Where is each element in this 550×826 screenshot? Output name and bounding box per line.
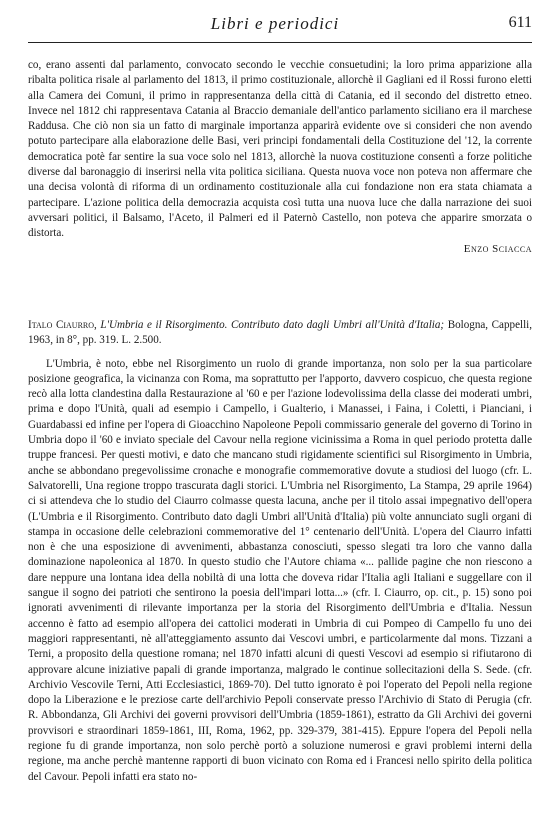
review-two (28, 318, 532, 785)
running-head-title: Libri e periodici (210, 14, 340, 33)
review-one-body: co, erano assenti dal parlamento, convocato secondo le vecchie consuetudini; la loro prima apparizione alla ribalta politica risale al parlamento del 1813, il primo costituzionale, allorchè il Gagliani ed il Rossi furono eletti alla Camera dei Comuni, il primo in rappresentanza della città di Catania, ed il secondo del distretto etneo. Invece nel 1812 chi rappresentava Catania al Braccio demaniale dell'antico parlamento siciliano era il marchese Raddusa. Che ciò non sia un fatto di marginale importanza apparirà evidente ove si consideri che non avendo potuto partecipare alla elaborazione delle Basi, veri principi fondamentali della Costituzione del '12, la corrente democratica potè far sentire la sua voce solo nel 1813, allorchè la nuova costituzione consentì a forze politiche diverse dal baronaggio di inserirsi nella vita politica siciliana. Questa nuova voce non poteva non affermare che una decisa volontà di riforma di un ordinamento costituzionale alla cui fondazione non era stata chiamata a partecipare. L'azione politica della democrazia acquista così tutta una nuova luce che dalla narrazione dei suoi avversari politici, il Balsamo, l'Aceto, il Palmeri ed il Paternò Castello, non poteva che apparire smorzata o distorta. (28, 59, 532, 240)
review-two-citation (28, 318, 532, 349)
citation-title: L'Umbria e il Risorgimento. Contributo dato dagli Umbri all'Unità d'Italia; (100, 319, 445, 331)
running-head (0, 14, 550, 38)
reviewer-signature: Enzo Sciacca (463, 242, 532, 255)
review-two-body: L'Umbria, è noto, ebbe nel Risorgimento un ruolo di grande importanza, non solo per la sua particolare posizione geografica, la vicinanza con Roma, ma soprattutto per l'apporto, davvero cospicuo, che questa regione recò alla lotta clandestina dalla Restaurazione al '60 e per l'azione lodevolissima della classe dei moderati umbri, prima e dopo l'Unità, quali ad esempio i Campello, i Gualterio, i Manassei, i Faina, i Coletti, i Pianciani, i Guardabassi ed infine per l'opera di Gioacchino Napoleone Pepoli commissario generale del governo di Torino in Umbria dopo il '60 e inviato speciale del Cavour nella regione vicinissima a Roma in quel periodo protetta dalle truppe francesi. Per questi motivi, e dato che mancano studi rigidamente scientifici sul Risorgimento in Umbria, anche se abbondano pregevolissime cronache e monografie commemorative dovute a studiosi del luogo (cfr. L. Salvatorelli, Una regione troppo trascurata dagli storici. L'Umbria nel Risorgimento, La Stampa, 29 aprile 1964) ci si attendeva che lo studio del Ciaurro colmasse questa lacuna, anche per il titolo assai impegnativo dell'opera (L'Umbria e il Risorgimento. Contributo dato dagli Umbri all'Unità d'Italia) più volte annunciato sugli organi di stampa in occasione delle celebrazioni commemorative del 1° centenario dell'Unità. L'opera del Ciaurro infatti non è che una esposizione di avvenimenti, abbastanza conosciuti, spesso slegati tra loro che vanno dalla dominazione napoleonica al 1870. In questo studio che l'Autore chiama «... pallide pagine che non riescono a dare neppure una lontana idea della nobiltà di una lotta che doveva ridar l'Italia agli Italiani e suggellare con il sangue il sogno dei patrioti che sentirono la poesia dell'impari lotta...» (cfr. I. Ciaurro, op. cit., p. 15) sono poi ignorati avvenimenti di rilevante importanza per la storia del Risorgimento dell'Umbria e d'Italia. Nessun accenno è fatto ad esempio all'opera dei cattolici moderati in Umbria di cui Pompeo di Campello fu uno dei maggiori rappresentanti, nè all'atteggiamento assunto dai Vescovi umbri, e particolarmente dal mons. Tizzani a Terni, a proposito della questione romana; nel 1870 infatti alcuni di questi Vescovi ad esempio si rifiutarono di approvare alcune iniziative papali di grande importanza, malgrado le continue sollecitazioni della S. Sede. (cfr. Archivio Vescovile Terni, Atti Ecclesiastici, 1869-70). Del tutto ignorato è poi l'operato del Pepoli nella regione dopo la Liberazione e le preziose carte dell'archivio Pepoli conservate presso l'Archivio di Stato di Perugia (cfr. R. Abbondanza, Gli Archivi dei governi provvisori dell'Umbria (1859-1861), estratto da Gli Archivi dei governi provvisori e straordinari 1859-1861, III, Roma, 1962, pp. 329-379, 381-415). Eppure l'opera del Pepoli nella regione fu di grande importanza, non solo perchè portò a soluzione numerosi e gravi problemi interni della regione, ma anche perchè mantenne rapporti di buon vicinato con Roma ed i Francesi nello spirito della politica del Cavour. Pepoli infatti era stato no- (28, 357, 532, 783)
citation-imprint: Bologna, Cappelli, 1963, in 8°, pp. 319. L. 2.500. (28, 319, 533, 347)
page-number: 611 (508, 14, 532, 31)
citation-author: Italo Ciaurro, (28, 319, 97, 331)
header-rule (28, 42, 532, 43)
review-one (28, 58, 532, 257)
